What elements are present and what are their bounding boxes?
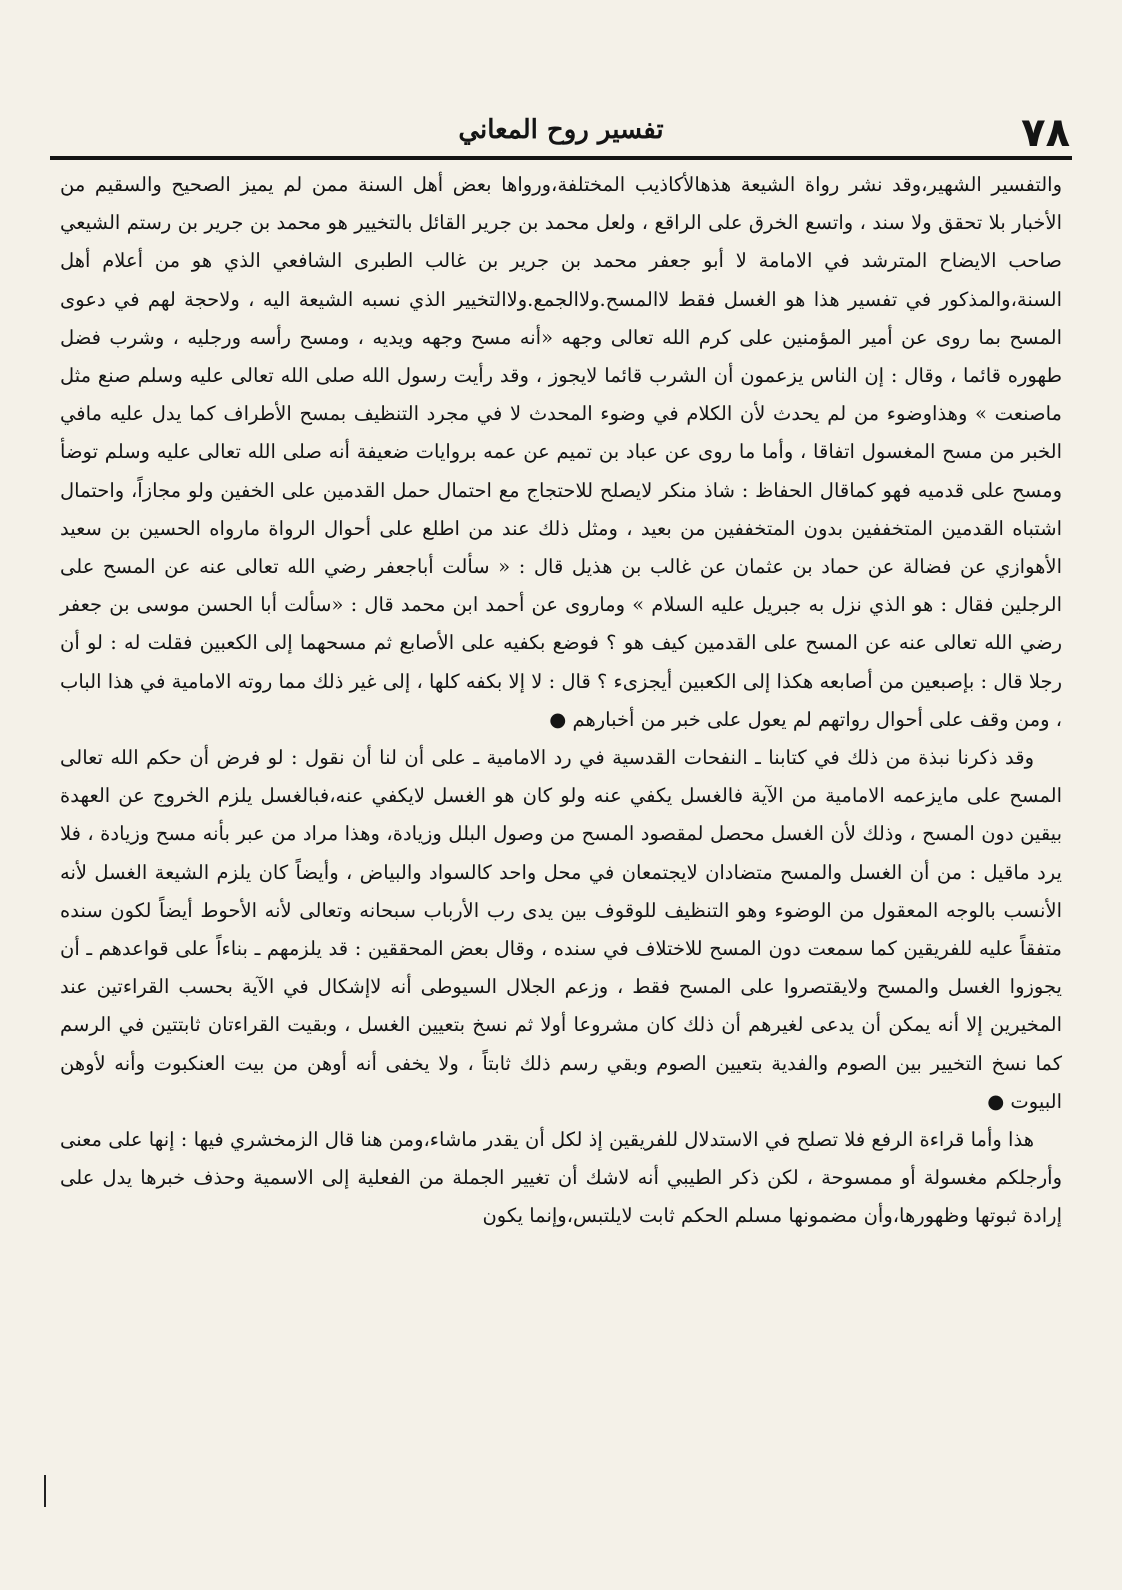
- running-title: تفسير روح المعاني: [458, 115, 664, 145]
- paragraph: وقد ذكرنا نبذة من ذلك في كتابنا ـ النفحات القدسية في رد الامامية ـ على أن لنا أن نقول : لو فرض أن حكم الله تعالى المسح على مايزعمه الامامية من الآية فالغسل يكفي عنه ولو كان هو الغسل لايكفي عنه،فبالغسل يلزم الخروج عن العهدة بيقين دون المسح ، وذلك لأن الغسل محصل لمقصود المسح من وصول البلل وزيادة، وهذا مراد من عبر بأنه مسح وزيادة ، فلا يرد ماقيل : من أن الغسل والمسح متضادان لايجتمعان في محل واحد كالسواد والبياض ، وأيضاً كان يلزم الشيعة الغسل لأنه الأنسب بالوجه المعقول من الوضوء وهو التنظيف للوقوف بين يدى رب الأرباب سبحانه وتعالى لأنه الأحوط أيضاً لكون سنده متفقاً عليه للفريقين كما سمعت دون المسح للاختلاف في سنده ، وقال بعض المحققين : قد يلزمهم ـ بناءاً على قواعدهم ـ أن يجوزوا الغسل والمسح ولايقتصروا على المسح فقط ، وزعم الجلال السيوطى أنه لاإشكال في الآية بحسب القراءتين عند المخيرين إلا أنه يمكن أن يدعى لغيرهم أن ذلك كان مشروعا أولا ثم نسخ بتعيين الغسل ، وبقيت القراءتان ثابتتين في الرسم كما نسخ التخيير بين الصوم والفدية بتعيين الصوم وبقي رسم ذلك ثابتاً ، ولا يخفى أنه أوهن من بيت العنكبوت وأنه لأوهن البيوت ●: [60, 746, 1062, 1113]
- paragraph: هذا وأما قراءة الرفع فلا تصلح في الاستدلال للفريقين إذ لكل أن يقدر ماشاء،ومن هنا قال الزمخشري فيها : إنها على معنى وأرجلكم مغسولة أو ممسوحة ، لكن ذكر الطيبي أنه لاشك أن تغيير الجملة من الفعلية إلى الاسمية وحذف خبرها يدل على إرادة ثبوتها وظهورها،وأن مضمونها مسلم الحكم ثابت لايلتبس،وإنما يكون: [60, 1128, 1062, 1228]
- page-number: ٧٨: [1021, 110, 1070, 156]
- margin-mark: [44, 1475, 46, 1507]
- paragraph: والتفسير الشهير،وقد نشر رواة الشيعة هذهالأكاذيب المختلفة،ورواها بعض أهل السنة ممن لم يميز الصحيح والسقيم من الأخبار بلا تحقق ولا سند ، واتسع الخرق على الراقع ، ولعل محمد بن جرير القائل بالتخيير هو محمد بن جرير بن رستم الشيعي صاحب الايضاح المترشد في الامامة لا أبو جعفر محمد بن جرير بن غالب الطبرى الشافعي الذي هو من أعلام أهل السنة،والمذكور في تفسير هذا هو الغسل فقط لاالمسح.ولاالجمع.ولاالتخيير الذي نسبه الشيعة اليه ، ولاحجة لهم في دعوى المسح بما روى عن أمير المؤمنين على كرم الله تعالى وجهه «أنه مسح وجهه ويديه ، ومسح رأسه ورجليه ، وشرب فضل طهوره قائما ، وقال : إن الناس يزعمون أن الشرب قائما لايجوز ، وقد رأيت رسول الله صلى الله تعالى عليه وسلم صنع مثل ماصنعت » وهذاوضوء من لم يحدث لأن الكلام في وضوء المحدث لا في مجرد التنظيف بمسح الأطراف كما يدل عليه مافي الخبر من مسح المغسول اتفاقا ، وأما ما روى عن عباد بن تميم عن عمه بروايات ضعيفة أنه صلى الله تعالى عليه وسلم توضأ ومسح على قدميه فهو كماقال الحفاظ : شاذ منكر لايصلح للاحتجاج مع احتمال حمل القدمين على الخفين ولو مجازاً، واحتمال اشتباه القدمين المتخففين بدون المتخففين من بعيد ، ومثل ذلك عند من اطلع على أحوال الرواة مارواه الحسين بن سعيد الأهوازي عن فضالة عن حماد بن عثمان عن غالب بن هذيل قال : « سألت أباجعفر رضي الله تعالى عنه عن المسح على الرجلين فقال : هو الذي نزل به جبريل عليه السلام » وماروى عن أحمد ابن محمد قال : «سألت أبا الحسن موسى بن جعفر رضي الله تعالى عنه عن المسح على القدمين كيف هو ؟ فوضع بكفيه على الأصابع ثم مسحهما إلى الكعبين فقلت له : لو أن رجلا قال : بإصبعين من أصابعه هكذا إلى الكعبين أيجزىء ؟ قال : لا إلا بكفه كلها ، إلى غير ذلك مما روته الامامية في هذا الباب ، ومن وقف على أحوال رواتهم لم يعول على خبر من أخبارهم ●: [60, 173, 1062, 731]
- header-rule: [50, 156, 1072, 160]
- page-body: [60, 166, 1062, 1236]
